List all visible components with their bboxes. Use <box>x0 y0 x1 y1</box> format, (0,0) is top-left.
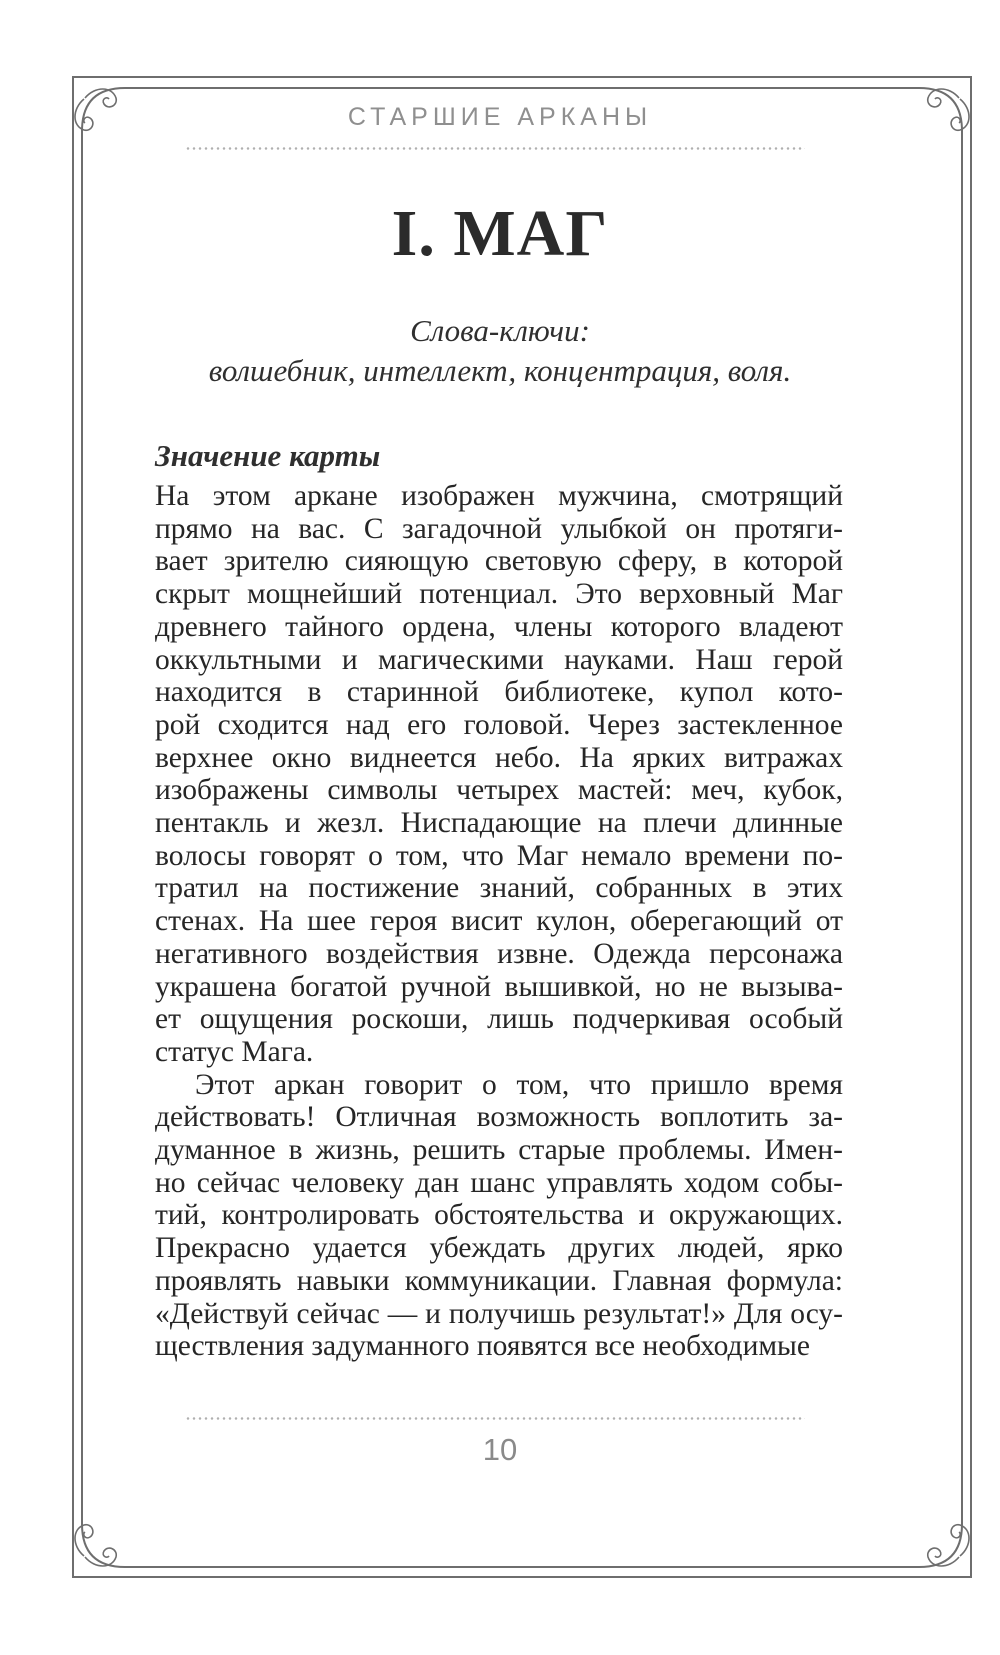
text-line: вает зрителю сияющую световую сферу, в которой <box>155 545 843 578</box>
text-line: негативного воздействия извне. Одежда персонажа <box>155 937 843 970</box>
dotted-divider-top <box>185 147 805 150</box>
text-line: оккультными и магическими науками. Наш герой <box>155 643 843 676</box>
text-line: стенах. На шее героя висит кулон, оберегающий от <box>155 905 843 938</box>
keywords-heading: Слова-ключи: <box>410 313 590 348</box>
text-line: «Действуй сейчас — и получишь результат!» Для осу- <box>155 1297 843 1330</box>
text-line: Прекрасно удается убеждать других людей, ярко <box>155 1232 843 1265</box>
text-line: тий, контролировать обстоятельства и окружающих. <box>155 1199 843 1232</box>
text-line: волосы говорят о том, что Маг немало времени по- <box>155 839 843 872</box>
text-line: ет ощущения роскоши, лишь подчеркивая особый <box>155 1003 843 1036</box>
text-line: прямо на вас. С загадочной улыбкой он протяги- <box>155 512 843 545</box>
keywords-list: волшебник, интеллект, концентрация, воля. <box>208 353 792 388</box>
text-line: статус Мага. <box>155 1035 314 1068</box>
text-line: верхнее окно виднеется небо. На ярких витражах <box>155 741 843 774</box>
text-line: думанное в жизнь, решить старые проблемы. Имен- <box>155 1134 843 1167</box>
dotted-divider-bottom <box>185 1417 805 1420</box>
text-line: находится в старинной библиотеке, купол кото- <box>155 676 843 709</box>
text-line: ществления задуманного появятся все необходимые <box>155 1330 810 1363</box>
text-line: скрыт мощнейший потенциал. Это верховный Маг <box>155 578 843 611</box>
text-line: На этом аркане изображен мужчина, смотрящий <box>155 480 843 512</box>
paragraph-1 <box>155 480 843 1069</box>
text-line: проявлять навыки коммуникации. Главная формула: <box>155 1264 843 1297</box>
text-line: Этот аркан говорит о том, что пришло время <box>195 1068 843 1101</box>
text-line: тратил на постижение знаний, собранных в этих <box>155 872 843 905</box>
text-line: действовать! Отличная возможность воплотить за- <box>155 1101 843 1134</box>
page-title: I. МАГ <box>391 197 609 270</box>
text-line: но сейчас человеку дан шанс управлять ходом собы- <box>155 1166 843 1199</box>
text-line: пентакль и жезл. Ниспадающие на плечи длинные <box>155 807 843 840</box>
page-number: 10 <box>482 1432 518 1467</box>
paragraph-2 <box>155 1069 843 1363</box>
text-line: изображены символы четырех мастей: меч, кубок, <box>155 774 843 807</box>
body-text <box>155 480 843 1363</box>
section-heading: Значение карты <box>155 438 381 473</box>
text-line: украшена богатой ручной вышивкой, но не вызыва- <box>155 970 843 1003</box>
text-line: рой сходится над его головой. Через застекленное <box>155 708 843 741</box>
section-header: СТАРШИЕ АРКАНЫ <box>347 103 653 131</box>
text-line: древнего тайного ордена, члены которого владеют <box>155 610 843 643</box>
